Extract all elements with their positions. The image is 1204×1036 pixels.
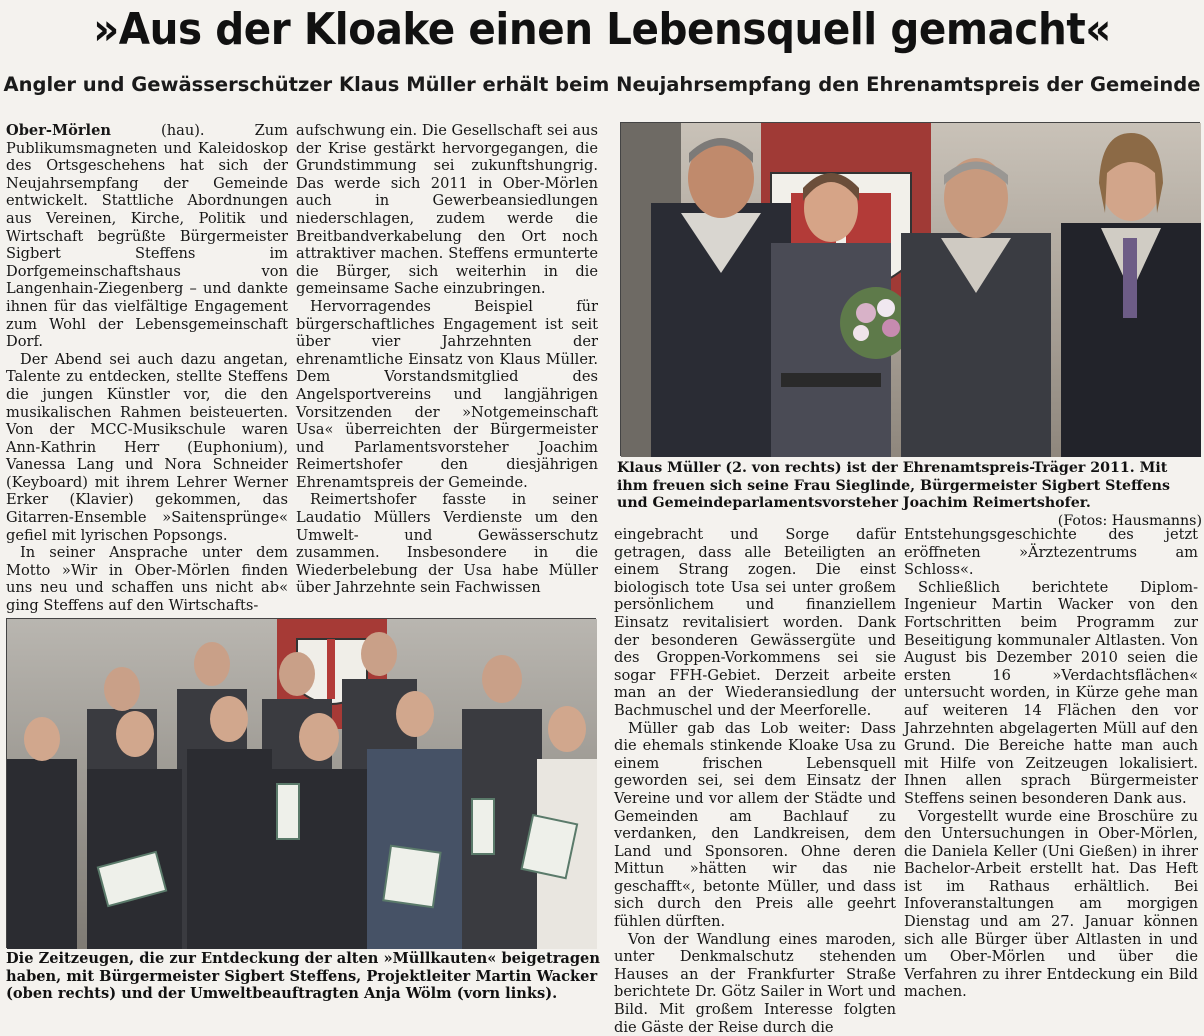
paragraph: aufschwung ein. Die Gesellschaft sei aus der Krise gestärkt hervorgegangen, die Grundstimmung sei zukunftshungrig. Das werde sich 2011 in Ober-Mörlen auch in Gewerbeansiedlungen niederschlagen, zudem werde die Breitbandverkabelung den Ort noch attraktiver machen. Steffens ermunterte die Bürger, sich weiterhin in die gemeinsame Sache einzubringen.: [296, 122, 598, 298]
text-column-1: [6, 122, 288, 614]
paragraph-text: (hau). Zum Publikumsmagneten und Kaleidoskop des Ortsgeschehens hat sich der Neujahrsempfang der Gemeinde entwickelt. Stattliche Abordnungen aus Vereinen, Kirche, Politik und Wirtschaft begrüßte Bürgermeister Sigbert Steffens im Dorfgemeinschaftshaus von Langenhain-Ziegenberg – und dankte ihnen für das vielfältige Engagement zum Wohl der Lebensgemeinschaft Dorf.: [6, 122, 288, 351]
photo-contemporary-witnesses-image: [7, 619, 597, 949]
photo-award-winners-image: [621, 123, 1201, 457]
paragraph: Vorgestellt wurde eine Broschüre zu den Untersuchungen in Ober-Mörlen, die Daniela Keller (Uni Gießen) in ihrer Bachelor-Arbeit erstellt hat. Das Heft ist im Rathaus erhältlich. Bei Infoveranstaltungen am morgigen Dienstag und am 27. Januar können sich alle Bürger über Altlasten in und um Ober-Mörlen und über die Verfahren zu ihrer Entdeckung ein Bild machen.: [904, 807, 1198, 1001]
headline: »Aus der Kloake einen Lebensquell gemacht«: [93, 4, 1111, 55]
paragraph: Schließlich berichtete Diplom-Ingenieur Martin Wacker von den Fortschritten beim Programm zur Beseitigung kommunaler Altlasten. Von August bis Dezember 2010 seien die ersten 16 »Verdachtsflächen« untersucht worden, in Kürze gehe man auf weiteren 14 Flächen den vor Jahrzehnten abgelagerten Müll auf den Grund. Die Bereiche hatte man auch mit Hilfe von Zeitzeugen lokalisiert. Ihnen allen sprach Bürgermeister Steffens seinen besonderen Dank aus.: [904, 578, 1198, 807]
paragraph: In seiner Ansprache unter dem Motto »Wir in Ober-Mörlen finden uns neu und schaffen uns nicht ab« ging Steffens auf den Wirtschafts-: [6, 544, 288, 615]
photo-caption-bottom: Die Zeitzeugen, die zur Entdeckung der alten »Müllkauten« beigetragen haben, mit Bürgermeister Sigbert Steffens, Projektleiter Martin Wacker (oben rechts) und der Umweltbeauftragten Anja Wölm (vorn links).: [6, 950, 600, 1003]
paragraph: eingebracht und Sorge dafür getragen, dass alle Beteiligten an einem Strang zogen. Die einst biologisch tote Usa sei unter großem persönlichem und finanziellem Einsatz revitalisiert worden. Dank der besonderen Gewässergüte und des Groppen-Vorkommens sei sie sogar FFH-Gebiet. Derzeit arbeite man an der Wiederansiedlung der Bachmuschel und der Meerforelle.: [614, 526, 896, 719]
photo-contemporary-witnesses: [6, 618, 596, 948]
paragraph: Von der Wandlung eines maroden, unter Denkmalschutz stehenden Hauses an der Frankfurter Straße berichtete Dr. Götz Sailer in Wort und Bild. Mit großem Interesse folgten die Gäste der Reise durch die: [614, 930, 896, 1036]
paragraph: Reimertshofer fasste in seiner Laudatio Müllers Verdienste um den Umwelt- und Gewässerschutz zusammen. Insbesondere in die Wiederbelebung der Usa habe Müller über Jahrzehnte sein Fachwissen: [296, 491, 598, 597]
paragraph: Hervorragendes Beispiel für bürgerschaftliches Engagement ist seit über vier Jahrzehnten der ehrenamtliche Einsatz von Klaus Müller. Dem Vorstandsmitglied des Angelsportvereins und langjährigen Vorsitzenden der »Notgemeinschaft Usa« überreichten der Bürgermeister und Parlamentsvorsteher Joachim Reimertshofer den diesjährigen Ehrenamtspreis der Gemeinde.: [296, 297, 598, 491]
text-column-3: [614, 526, 896, 1036]
paragraph: Der Abend sei auch dazu angetan, Talente zu entdecken, stellte Steffens die jungen Künstler vor, die den musikalischen Rahmen beisteuerten. Von der MCC-Musikschule waren Ann-Kathrin Herr (Euphonium), Vanessa Lang und Nora Schneider (Keyboard) mit ihrem Lehrer Werner Erker (Klavier) gekommen, das Gitarren-Ensemble »Saitensprünge« gefiel mit lyrischen Popsongs.: [6, 350, 288, 544]
paragraph: Müller gab das Lob weiter: Dass die ehemals stinkende Kloake Usa zu einem frischen Lebensquell geworden sei, sei dem Einsatz der Vereine und vor allem der Städte und Gemeinden am Bachlauf zu verdanken, den Landkreisen, dem Land und Sponsoren. Ohne deren Mittun »hätten wir das nie geschafft«, betonte Müller, und dass sich durch den Preis alle geehrt fühlen dürften.: [614, 719, 896, 931]
photo-credit: (Fotos: Hausmanns): [1057, 512, 1202, 529]
dateline: Ober-Mörlen: [6, 122, 111, 139]
subheadline: Angler und Gewässerschützer Klaus Müller erhält beim Neujahrsempfang den Ehrenamtspreis der Gemeinde: [3, 73, 1201, 96]
photo-award-winners: [620, 122, 1200, 456]
paragraph: [6, 122, 288, 351]
caption-text: Klaus Müller (2. von rechts) ist der Ehrenamtspreis-Träger 2011. Mit ihm freuen sich seine Frau Sieglinde, Bürgermeister Sigbert Steffens und Gemeindeparlamentsvorsteher Joachim Reimertshofer.: [617, 460, 1170, 512]
text-column-2: [296, 122, 598, 614]
text-column-4: [904, 526, 1198, 1008]
photo-caption-top: [617, 460, 1202, 529]
paragraph: Entstehungsgeschichte des jetzt eröffneten »Ärztezentrums am Schloss«.: [904, 526, 1198, 579]
